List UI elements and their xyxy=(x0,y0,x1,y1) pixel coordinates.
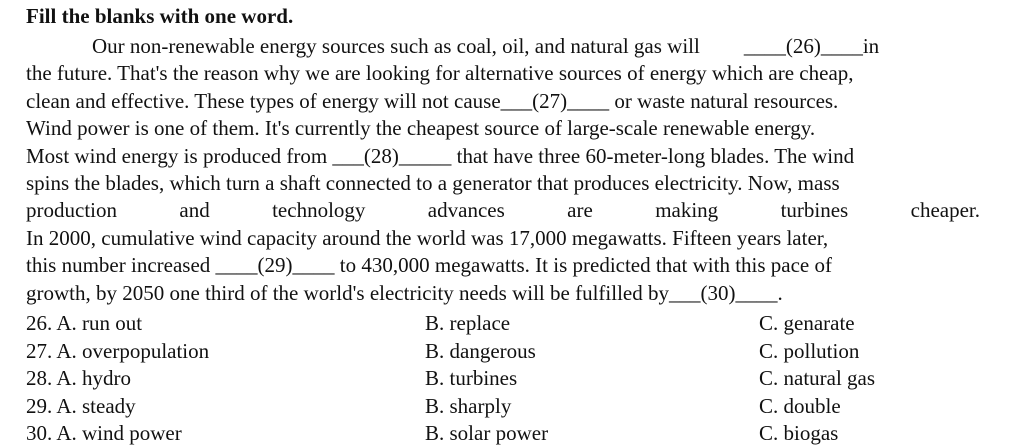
answer-options xyxy=(26,310,1006,448)
passage-line: In 2000, cumulative wind capacity around the world was 17,000 megawatts. Fifteen years later, xyxy=(26,225,829,250)
blank-28: ___(28)_____ xyxy=(332,143,452,168)
passage-line: production and technology advances are making turbines cheaper. xyxy=(26,198,980,223)
blank-29: ____(29)____ xyxy=(215,253,335,278)
option-a: 28. A. hydro xyxy=(26,366,131,391)
passage-line: growth, by 2050 one third of the world's electricity needs will be fulfilled by___(30)____. xyxy=(26,280,783,305)
question-row xyxy=(26,365,1006,393)
passage-line: clean and effective. These types of energy will not cause___(27)____ or waste natural resources. xyxy=(26,88,839,113)
option-a: 30. A. wind power xyxy=(26,421,182,446)
option-a: 29. A. steady xyxy=(26,393,136,418)
option-a: 27. A. overpopulation xyxy=(26,338,210,363)
question-row xyxy=(26,420,1006,448)
question-row xyxy=(26,338,1006,366)
passage-line: this number increased ____(29)____ to 430,000 megawatts. It is predicted that with this pace of xyxy=(26,253,832,278)
option-b: B. replace xyxy=(425,311,511,335)
option-c: C. double xyxy=(759,393,841,418)
blank-30: ___(30)____. xyxy=(668,280,783,305)
passage-line: Wind power is one of them. It's currently the cheapest source of large-scale renewable energy. xyxy=(26,116,816,141)
blank-26: ____(26)____in xyxy=(743,34,880,58)
question-row xyxy=(26,393,1006,421)
blank-27: ___(27)____ xyxy=(500,88,610,113)
passage-line: Our non-renewable energy sources such as coal, oil, and natural gas will ____(26)____in xyxy=(92,34,880,58)
question-row xyxy=(26,310,1006,338)
exercise-heading: Fill the blanks with one word. xyxy=(26,4,294,28)
option-c: C. biogas xyxy=(759,421,839,446)
option-a: 26. A. run out xyxy=(26,311,143,335)
passage-line: the future. That's the reason why we are looking for alternative sources of energy which are cheap, xyxy=(26,61,854,86)
passage-line: Most wind energy is produced from ___(28)_____ that have three 60-meter-long blades. The wind xyxy=(26,143,855,168)
option-b: B. turbines xyxy=(425,366,518,391)
option-b: B. dangerous xyxy=(425,338,536,363)
option-c: C. pollution xyxy=(759,338,860,363)
option-b: B. solar power xyxy=(425,421,549,446)
reading-passage xyxy=(26,33,980,307)
passage-line: spins the blades, which turn a shaft connected to a generator that produces electricity. Now, mass xyxy=(26,170,840,195)
option-b: B. sharply xyxy=(425,393,512,418)
option-c: C. genarate xyxy=(759,311,855,335)
option-c: C. natural gas xyxy=(759,366,876,391)
